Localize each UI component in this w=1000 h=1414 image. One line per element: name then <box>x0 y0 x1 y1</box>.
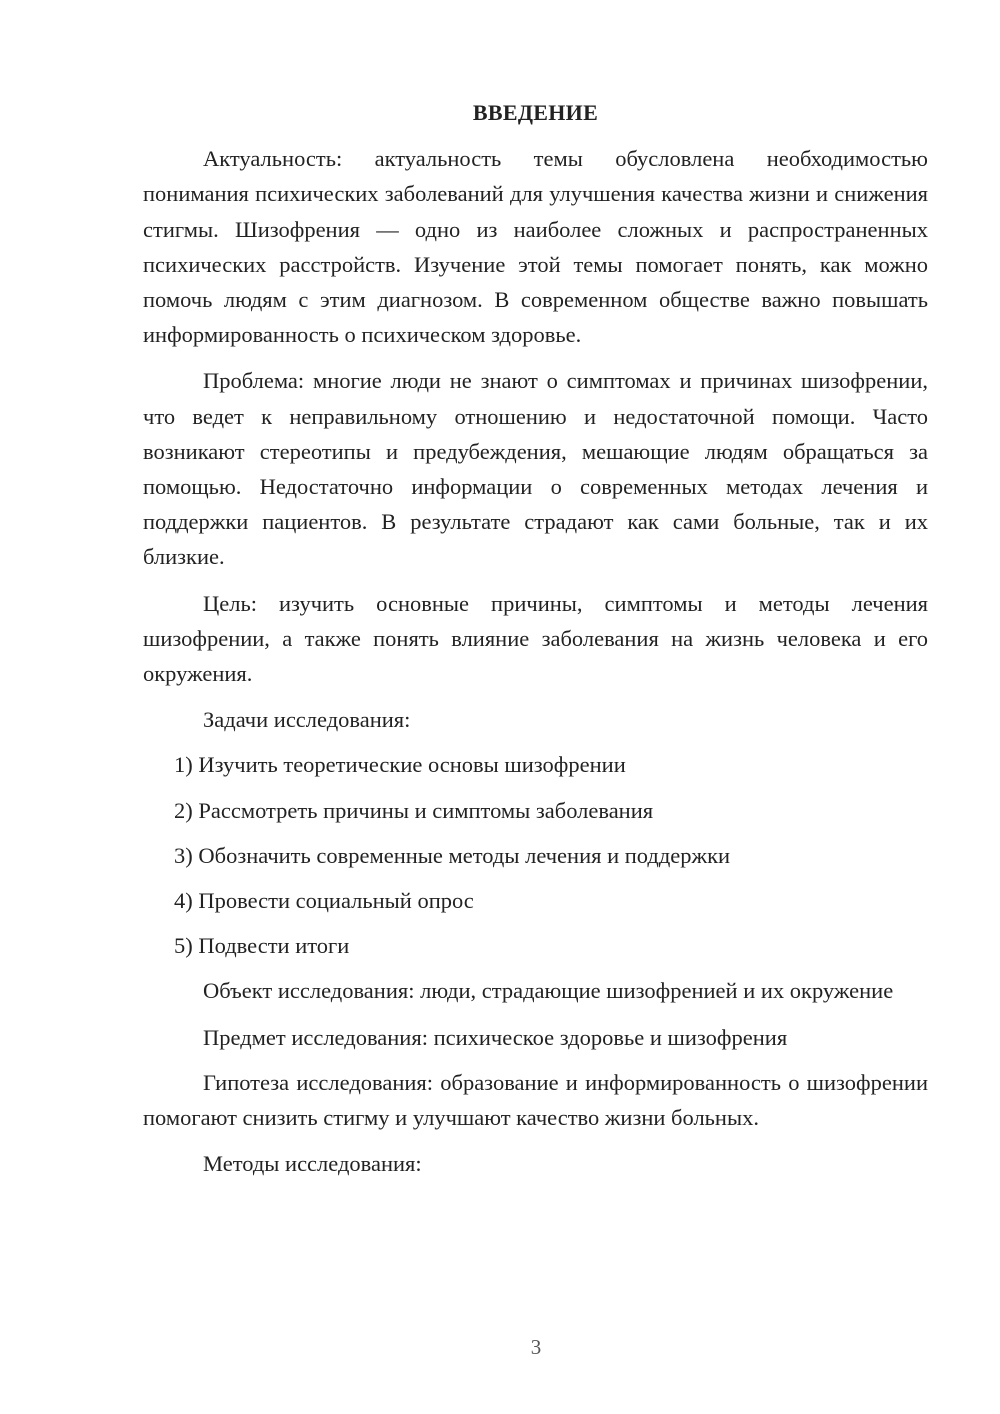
tasks-title: Задачи исследования: <box>203 707 411 733</box>
hypothesis-paragraph: Гипотеза исследования: образование и информированность о шизофрении помогают снизить стигму и улучшают качество жизни больных. <box>143 1069 928 1131</box>
page-heading: ВВЕДЕНИЕ <box>472 100 599 125</box>
task-item-4: 4) Провести социальный опрос <box>174 888 474 914</box>
task-item-2: 2) Рассмотреть причины и симптомы заболевания <box>174 797 654 823</box>
page-number: 3 <box>530 1335 542 1359</box>
task-item-3: 3) Обозначить современные методы лечения и поддержки <box>174 842 731 868</box>
subject-paragraph: Предмет исследования: психическое здоровье и шизофрения <box>203 1024 788 1050</box>
task-item-5: 5) Подвести итоги <box>174 933 350 959</box>
methods-title: Методы исследования: <box>203 1151 422 1177</box>
task-item-1: 1) Изучить теоретические основы шизофрении <box>174 752 626 778</box>
page-content <box>143 95 928 1191</box>
problem-paragraph: Проблема: многие люди не знают о симптомах и причинах шизофрении, что ведет к неправильному отношению и недостаточной помощи. Часто возникают стереотипы и предубеждения, мешающие людям обращаться за помощью. Недостаточно информации о современных методах лечения и поддержки пациентов. В результате страдают как сами больные, так и их близкие. <box>143 368 928 570</box>
goal-paragraph: Цель: изучить основные причины, симптомы и методы лечения шизофрении, а также понять влияние заболевания на жизнь человека и его окружения. <box>143 590 928 687</box>
object-paragraph: Объект исследования: люди, страдающие шизофренией и их окружение <box>203 978 894 1004</box>
tasks-list <box>143 747 928 963</box>
relevance-paragraph: Актуальность: актуальность темы обусловлена необходимостью понимания психических заболеваний для улучшения качества жизни и снижения стигмы. Шизофрения — одно из наиболее сложных и распространенных психических расстройств. Изучение этой темы помогает понять, как можно помочь людям с этим диагнозом. В современном обществе важно повышать информированность о психическом здоровье. <box>143 146 928 348</box>
